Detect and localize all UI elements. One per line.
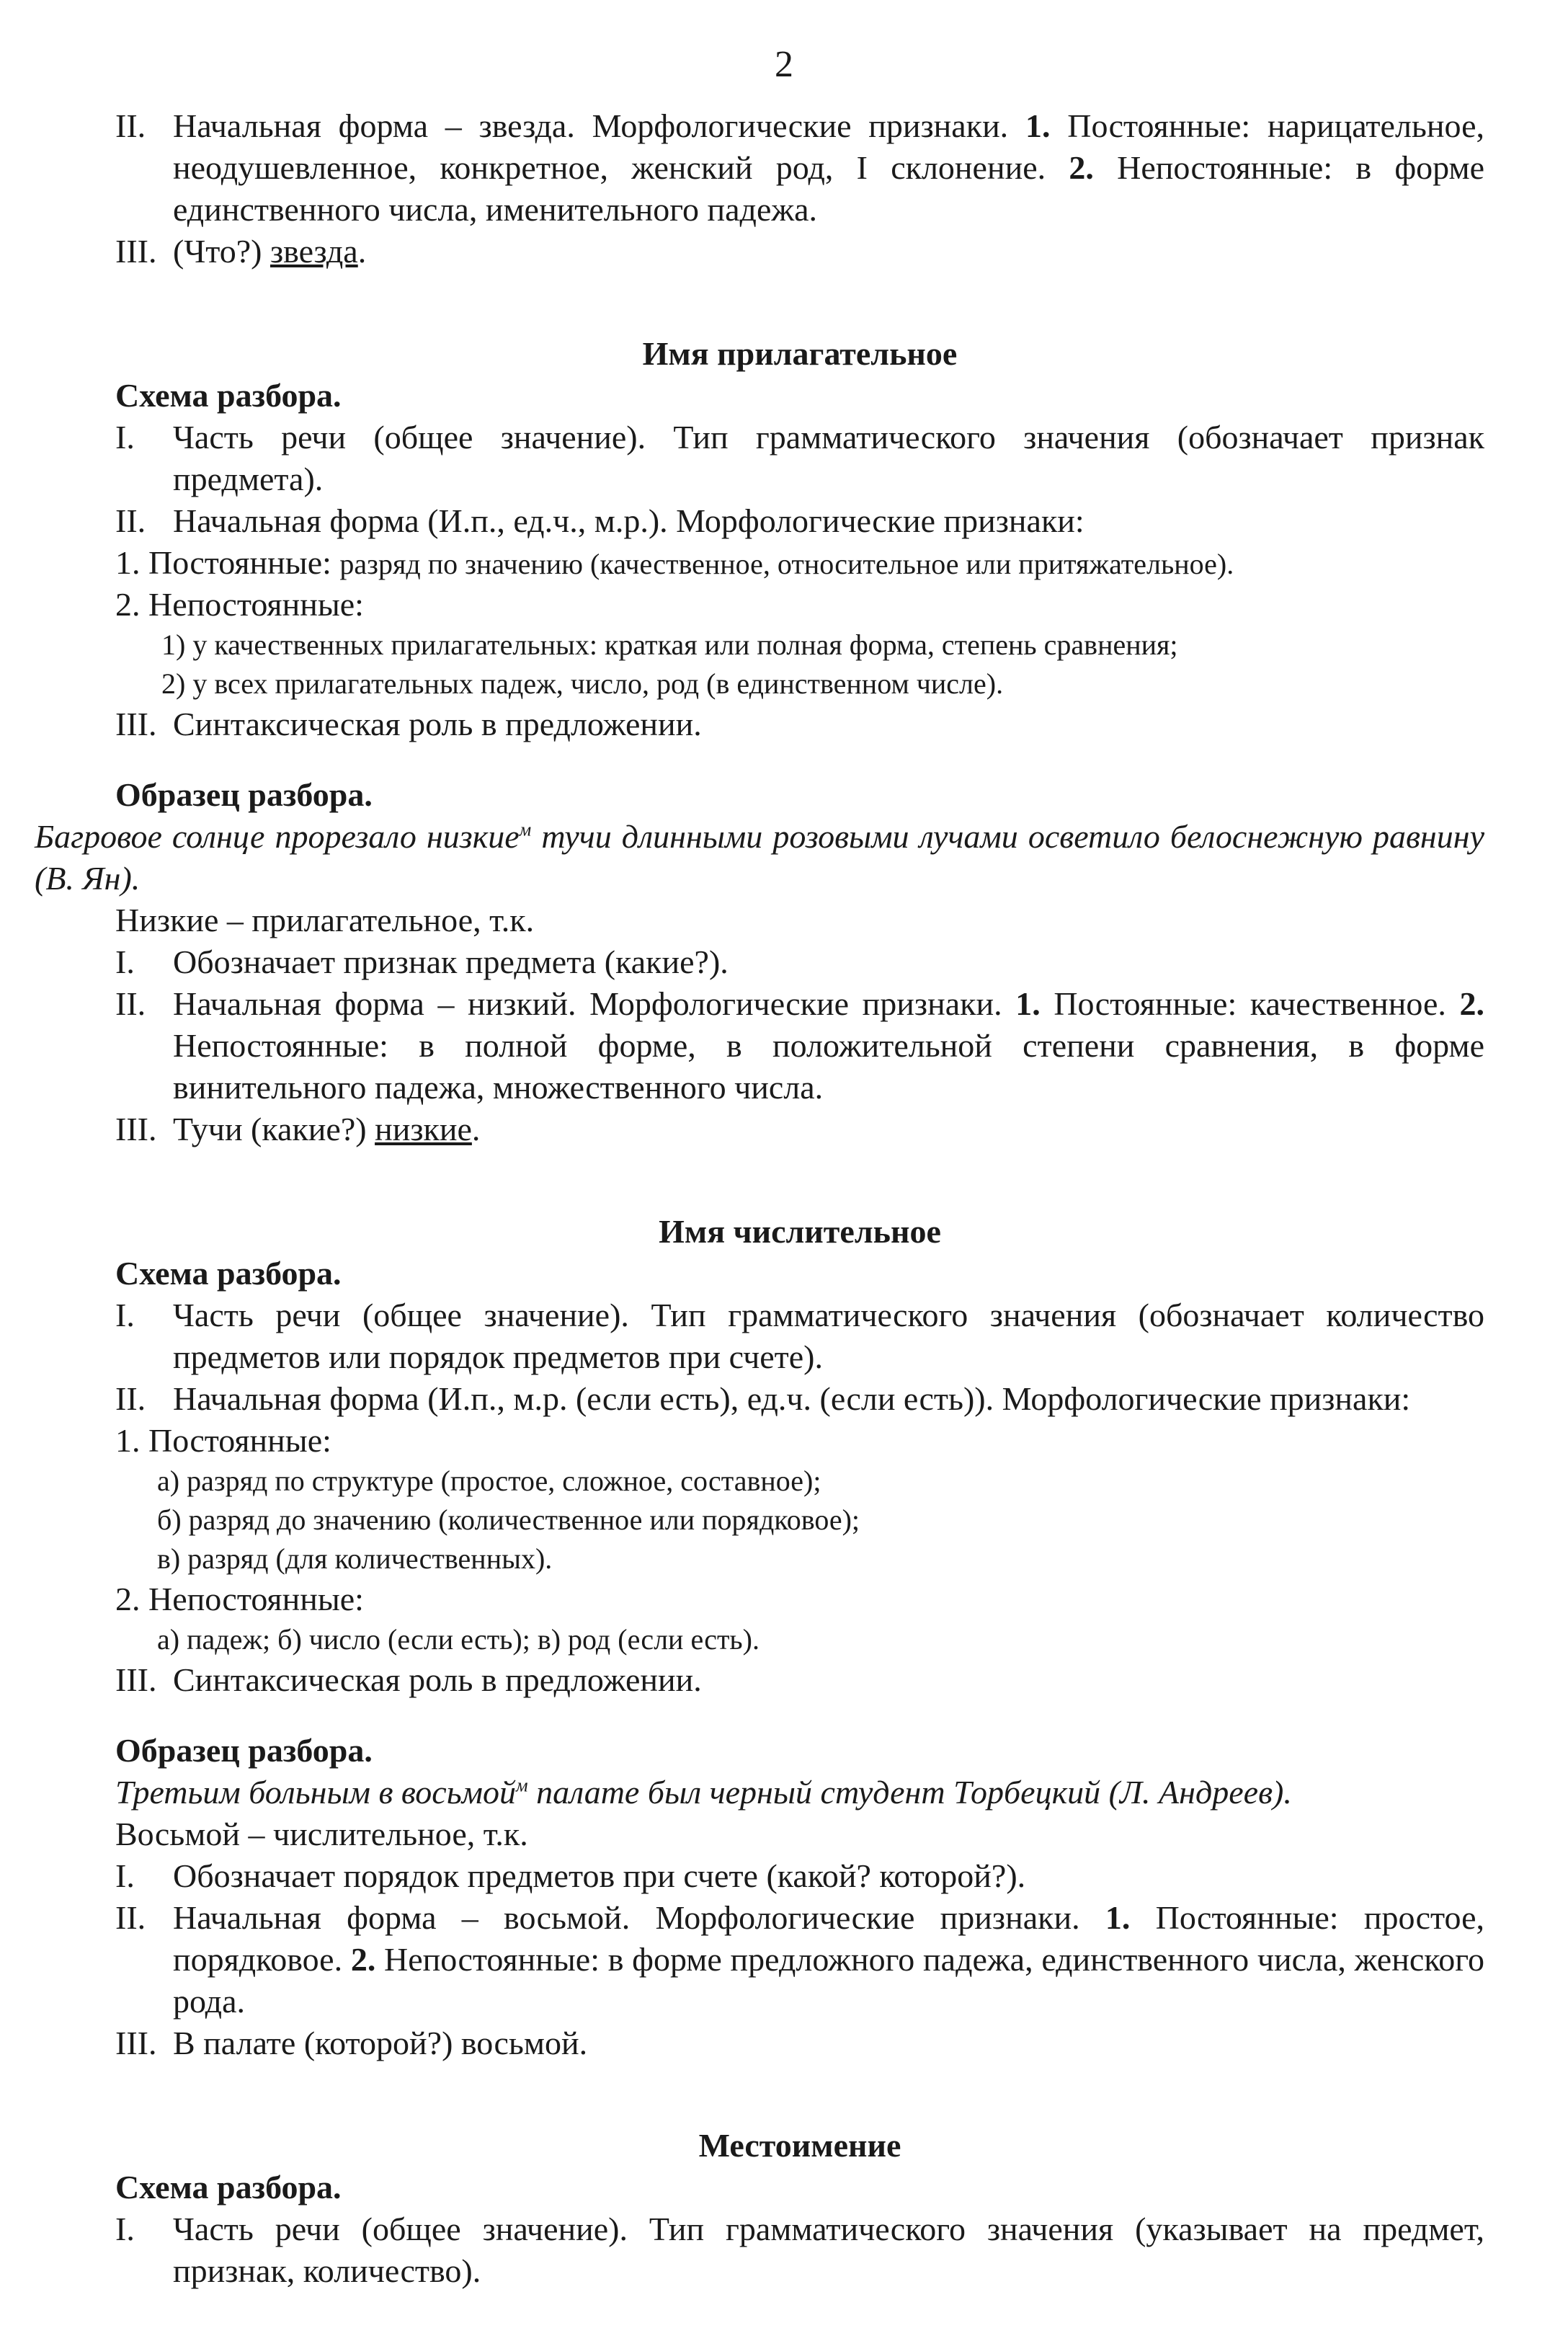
sub-item-label: 2. Непостоянные: xyxy=(115,586,364,623)
text-segment: Постоянные: простое, порядковое. xyxy=(173,1899,1484,1978)
underlined-word: низкие xyxy=(375,1111,472,1147)
sub-item-text: разряд по значению (качественное, относительное или притяжательное). xyxy=(339,548,1234,580)
item-number: II. xyxy=(115,985,146,1022)
item-number: II. xyxy=(115,502,146,539)
list-item xyxy=(115,703,1484,745)
list-item xyxy=(115,1897,1484,2022)
sub-sub-item: б) разряд до значению (количественное или порядковое); xyxy=(157,1503,860,1536)
section-heading-adjective: Имя прилагательное xyxy=(642,335,958,372)
item-number: I. xyxy=(115,943,135,980)
item-number: I. xyxy=(115,1857,135,1894)
item-text xyxy=(173,1897,1484,2022)
item-number: III. xyxy=(115,1111,157,1147)
item-text: Часть речи (общее значение). Тип грамматического значения (обозначает признак предмета). xyxy=(173,419,1484,497)
item-number: III. xyxy=(115,706,157,742)
superscript-mark: м xyxy=(516,1774,528,1796)
item-text: Часть речи (общее значение). Тип грамматического значения (обозначает количество предметов или порядок предметов при счете). xyxy=(173,1297,1484,1375)
list-item xyxy=(115,105,1484,231)
item-number: I. xyxy=(115,419,135,456)
scheme-title: Схема разбора. xyxy=(115,377,342,414)
sample-title: Образец разбора. xyxy=(115,776,373,813)
item-text: Начальная форма (И.п., м.р. (если есть), ед.ч. (если есть)). Морфологические признаки: xyxy=(173,1380,1411,1417)
spacer xyxy=(115,745,1484,774)
sub-item xyxy=(115,542,1484,584)
item-number: II. xyxy=(115,1899,146,1936)
item-text xyxy=(173,231,1484,272)
text-segment: Постоянные: качественное. xyxy=(1040,985,1460,1022)
text-segment: палате был черный студент Торбецкий (Л. Андреев). xyxy=(527,1774,1292,1811)
section-heading-pronoun: Местоимение xyxy=(698,2127,901,2164)
text-segment: Начальная форма – низкий. Морфологические признаки. xyxy=(173,985,1016,1022)
list-item xyxy=(115,2022,1484,2064)
sub-item-label: 1. Постоянные: xyxy=(115,544,340,581)
text-segment-bold: 1. xyxy=(1015,985,1041,1022)
list-item xyxy=(115,1378,1484,1420)
item-text: Обозначает порядок предметов при счете (какой? которой?). xyxy=(173,1857,1026,1894)
text-segment: Тучи (какие?) xyxy=(173,1111,375,1147)
item-number: I. xyxy=(115,1297,135,1333)
page-content xyxy=(35,105,1484,2292)
list-item xyxy=(115,941,1484,983)
list-item xyxy=(115,231,1484,272)
text-segment: Начальная форма – восьмой. Морфологические признаки. xyxy=(173,1899,1105,1936)
analysis-lead: Восьмой – числительное, т.к. xyxy=(115,1816,528,1852)
sub-sub-item: в) разряд (для количественных). xyxy=(157,1542,553,1575)
item-text: Синтаксическая роль в предложении. xyxy=(173,1661,702,1698)
item-text xyxy=(173,105,1484,231)
sub-item-label: 2. Непостоянные: xyxy=(115,1581,364,1617)
item-number: III. xyxy=(115,1661,157,1698)
item-number: II. xyxy=(115,107,146,144)
sub-sub-item: 2) у всех прилагательных падеж, число, род (в единственном числе). xyxy=(161,667,1004,700)
item-text: Синтаксическая роль в предложении. xyxy=(173,706,702,742)
superscript-mark: м xyxy=(519,819,532,840)
page-number: 2 xyxy=(775,44,793,85)
example-sentence xyxy=(115,1772,1484,1813)
underlined-word: звезда xyxy=(270,233,358,270)
text-segment-bold: 2. xyxy=(1069,149,1094,186)
item-number: III. xyxy=(115,2025,157,2061)
text-segment: Непостоянные: в форме единственного числа, именительного падежа. xyxy=(173,149,1484,228)
item-number: II. xyxy=(115,1380,146,1417)
item-text xyxy=(173,1109,1484,1150)
sample-title: Образец разбора. xyxy=(115,1732,373,1769)
text-segment: Постоянные: нарицательное, неодушевленное, конкретное, женский род, I склонение. xyxy=(173,107,1484,186)
text-segment: Третьим больным в восьмой xyxy=(115,1774,516,1811)
text-segment-bold: 1. xyxy=(1105,1899,1131,1936)
item-text: Часть речи (общее значение). Тип грамматического значения (указывает на предмет, признак, количество). xyxy=(173,2211,1484,2289)
text-segment-bold: 1. xyxy=(1025,107,1051,144)
list-item xyxy=(115,417,1484,500)
list-item xyxy=(115,1109,1484,1150)
sub-item-label: 1. Постоянные: xyxy=(115,1422,331,1459)
item-text: Обозначает признак предмета (какие?). xyxy=(173,943,729,980)
text-segment-bold: 2. xyxy=(1459,985,1484,1022)
list-item xyxy=(115,1855,1484,1897)
text-segment: Начальная форма – звезда. Морфологические признаки. xyxy=(173,107,1025,144)
sub-sub-item: а) разряд по структуре (простое, сложное, составное); xyxy=(157,1465,821,1497)
text-segment-bold: 2. xyxy=(350,1941,376,1978)
item-number: I. xyxy=(115,2211,135,2247)
sub-sub-item: а) падеж; б) число (если есть); в) род (если есть). xyxy=(157,1623,760,1656)
text-segment: Непостоянные: в полной форме, в положительной степени сравнения, в форме винительного падежа, множественного числа. xyxy=(173,1027,1484,1106)
spacer xyxy=(115,1701,1484,1730)
text-segment: . xyxy=(357,233,367,270)
list-item xyxy=(115,2208,1484,2292)
item-text: Начальная форма (И.п., ед.ч., м.р.). Морфологические признаки: xyxy=(173,502,1084,539)
analysis-lead: Низкие – прилагательное, т.к. xyxy=(115,902,535,938)
list-item xyxy=(115,983,1484,1109)
text-segment: Непостоянные: в форме предложного падежа, единственного числа, женского рода. xyxy=(173,1941,1484,2020)
list-item xyxy=(115,500,1484,542)
scheme-title: Схема разбора. xyxy=(115,1255,342,1292)
list-item xyxy=(115,1659,1484,1701)
text-segment: тучи длинными розовыми лучами осветило белоснежную равнину (В. Ян). xyxy=(35,818,1484,897)
example-sentence xyxy=(35,816,1484,899)
text-segment: (Что?) xyxy=(173,233,270,270)
item-text: В палате (которой?) восьмой. xyxy=(173,2025,588,2061)
item-text xyxy=(173,983,1484,1109)
text-segment: . xyxy=(471,1111,481,1147)
section-heading-numeral: Имя числительное xyxy=(659,1213,941,1250)
item-number: III. xyxy=(115,233,157,270)
text-segment: Багровое солнце прорезало низкие xyxy=(35,818,520,855)
scheme-title: Схема разбора. xyxy=(115,2169,342,2205)
sub-sub-item: 1) у качественных прилагательных: краткая или полная форма, степень сравнения; xyxy=(161,628,1178,661)
list-item xyxy=(115,1294,1484,1378)
